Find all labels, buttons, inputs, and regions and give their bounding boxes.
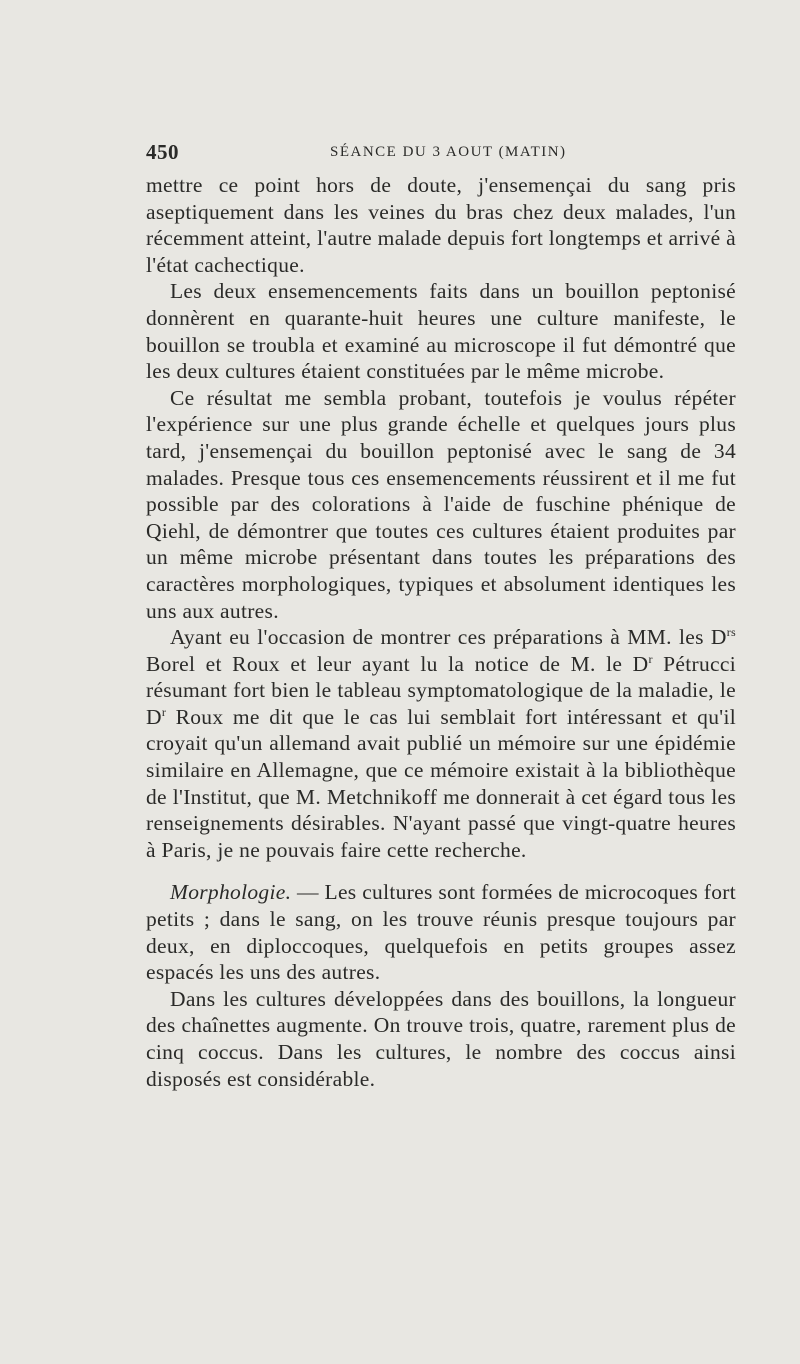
paragraph-1: mettre ce point hors de doute, j'ensemençai du sang pris aseptiquement dans les veines du bras chez deux malades, l'un récemment atteint, l'autre malade depuis fort longtemps et arrivé à l'état cachectique. bbox=[146, 173, 736, 277]
paragraph-4-part-b: Borel et Roux et leur ayant lu la notice de M. le D bbox=[146, 651, 649, 676]
paragraph-5-text: — Les cultures sont formées de microcoques fort petits ; dans le sang, on les trouve réunis presque toujours par deux, en diploccoques, quelquefois en petits groupes assez espacés les uns des autres. bbox=[146, 880, 736, 985]
page-number: 450 bbox=[146, 140, 179, 164]
paragraph-morphologie bbox=[146, 879, 736, 985]
running-head: SÉANCE DU 3 AOUT (MATIN) bbox=[330, 144, 567, 160]
superscript-r-1: r bbox=[648, 651, 653, 666]
paragraph-6: Dans les cultures développées dans des bouillons, la longueur des chaînettes augmente. On trouve trois, quatre, rarement plus de cinq coccus. Dans les cultures, le nombre des coccus ainsi disposés est considérable. bbox=[146, 986, 736, 1091]
superscript-r-2: r bbox=[161, 704, 167, 719]
paragraph-2: Les deux ensemencements faits dans un bouillon peptonisé donnèrent en quarante-huit heures une culture manifeste, le bouillon se troubla et examiné au microscope il fut démontré que les deux cultures étaient constituées par le même microbe. bbox=[146, 279, 736, 384]
paragraph-4-part-d: Roux me dit que le cas lui semblait fort intéressant et qu'il croyait qu'un allemand avait publié un mémoire sur une épidémie similaire en Allemagne, que ce mémoire existait à la bibliothèque de l'Institut, que M. Metchnikoff me donnerait à cet égard tous les renseignements désirables. N'ayant passé que vingt-quatre heures à Paris, je ne pouvais faire cette recherche. bbox=[146, 704, 736, 862]
superscript-rs: rs bbox=[726, 625, 736, 640]
paragraph-4-part-a: Ayant eu l'occasion de montrer ces préparations à MM. les D bbox=[170, 625, 727, 650]
section-heading-morphologie: Morphologie. bbox=[170, 880, 292, 905]
page-header bbox=[146, 140, 736, 170]
body-text bbox=[146, 172, 736, 1092]
paragraph-4 bbox=[146, 624, 736, 863]
paragraph-4-part-c: Pétrucci résumant fort bien le tableau symptomatologique de la maladie, le D bbox=[146, 651, 736, 729]
paragraph-3: Ce résultat me sembla probant, toutefois je voulus répéter l'expérience sur une plus grande échelle et quelques jours plus tard, j'ensemençai du bouillon peptonisé avec le sang de 34 malades. Presque tous ces ensemencements réussirent et il me fut possible par des colorations à l'aide de fuschine phénique de Qiehl, de démontrer que toutes ces cultures étaient produites par un même microbe présentant dans toutes les préparations des caractères morphologiques, typiques et absolument identiques les uns aux autres. bbox=[146, 385, 736, 623]
